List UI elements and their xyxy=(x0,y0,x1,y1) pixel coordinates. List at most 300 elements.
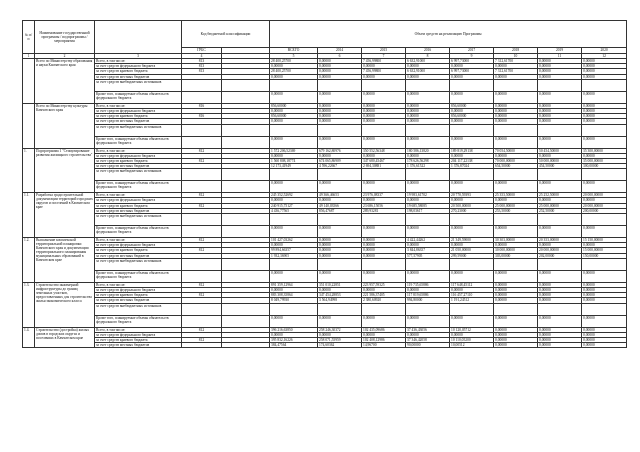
year-value: 0,00000 xyxy=(406,114,450,119)
year-value xyxy=(450,79,494,91)
program-name: Разработка градостроительной документации территорий городских округов и поселений в Камчатском крае xyxy=(35,193,95,238)
year-value: 0,00000 xyxy=(538,315,582,327)
year-value: 0,00000 xyxy=(362,136,406,148)
year-value: 0,00000 xyxy=(494,327,538,332)
year-value: 0,00000 xyxy=(318,119,362,124)
total-value xyxy=(270,169,318,181)
total-value xyxy=(270,124,318,136)
year-value: 0,00000 xyxy=(318,287,362,292)
year-value: 299,59000 xyxy=(450,253,494,258)
total-value: 856,60000 xyxy=(270,114,318,119)
year-value: 0,00000 xyxy=(362,64,406,69)
total-value xyxy=(270,214,318,226)
year-value: 21 349,59000 xyxy=(450,238,494,243)
grbs-code xyxy=(182,79,222,91)
year-value: 0,00000 xyxy=(406,270,450,282)
row-number: 1.4. xyxy=(23,327,35,348)
year-value xyxy=(538,258,582,270)
year-value: 351 010,22851 xyxy=(318,282,362,287)
year-value xyxy=(362,79,406,91)
year-value xyxy=(318,258,362,270)
year-value: 0,00000 xyxy=(406,119,450,124)
year-value: 0,00000 xyxy=(538,74,582,79)
year-value: 0,00000 xyxy=(494,91,538,103)
year-value: 347 680,45467 xyxy=(362,158,406,163)
funding-source: за счет средств федерального бюджета xyxy=(95,198,182,203)
year-value: 0,00000 xyxy=(538,287,582,292)
total-value: 28 400,25700 xyxy=(270,59,318,64)
total-value: 101 427,03262 xyxy=(270,238,318,243)
year-value: 0,00000 xyxy=(362,270,406,282)
funding-source: за счет средств местных бюджетов xyxy=(95,253,182,258)
year-value: 0,00000 xyxy=(318,108,362,113)
funding-source: Всего, в том числе: xyxy=(95,238,182,243)
year-value: 0,00000 xyxy=(538,59,582,64)
total-value: 12 173,41949 xyxy=(270,164,318,169)
funding-source: за счет средств внебюджетных источников xyxy=(95,258,182,270)
year-value: 0,00000 xyxy=(450,226,494,238)
year-value: 679 162,80976 xyxy=(318,148,362,153)
index-cell: 3 xyxy=(95,54,182,59)
year-value: 856,60000 xyxy=(450,103,494,108)
year-value: 200,00000 xyxy=(582,208,627,213)
table-row xyxy=(23,79,627,91)
year-value: 3 844,86357 xyxy=(406,248,450,253)
year-value: 0,00000 xyxy=(450,64,494,69)
year-value: 15 000,00000 xyxy=(582,248,627,253)
funding-source: Кроме того, планируемые объемы обязательств федерального бюджета xyxy=(95,315,182,327)
total-value: 0,00000 xyxy=(270,181,318,193)
year-value: 35 000,00000 xyxy=(582,158,627,163)
total-value: 0,00000 xyxy=(270,332,318,337)
year-value: 0,00000 xyxy=(494,337,538,342)
program-name: Всего по Министерству образования и науки Камчатского края xyxy=(35,59,95,104)
total-value xyxy=(270,303,318,315)
year-value: 0,00000 xyxy=(318,153,362,158)
year-value xyxy=(318,214,362,226)
year-value: 0,00000 xyxy=(450,108,494,113)
total-value: 0,00000 xyxy=(270,287,318,292)
index-cell: 12 xyxy=(582,54,627,59)
grbs-code: 812 xyxy=(182,282,222,287)
funding-source: за счет средств местных бюджетов xyxy=(95,208,182,213)
year-value: 856,60000 xyxy=(450,114,494,119)
total-value: 0,00000 xyxy=(270,91,318,103)
code-blank xyxy=(222,303,270,315)
total-value: 0,00000 xyxy=(270,153,318,158)
year-value: 0,00000 xyxy=(362,91,406,103)
header-year: 2020 xyxy=(582,48,627,54)
year-value xyxy=(538,124,582,136)
year-value: 50 454,50000 xyxy=(538,148,582,153)
table-row xyxy=(23,226,627,238)
year-value: 20 000,00000 xyxy=(582,203,627,208)
total-value: 0,00000 xyxy=(270,119,318,124)
year-value: 0,00000 xyxy=(450,243,494,248)
funding-source: Всего, в том числе: xyxy=(95,148,182,153)
table-row xyxy=(23,136,627,148)
grbs-code xyxy=(182,315,222,327)
year-value: 23 976,08337 xyxy=(362,193,406,198)
year-value: 0,00000 xyxy=(318,91,362,103)
year-value: 0,00000 xyxy=(538,91,582,103)
year-value: 0,00000 xyxy=(362,108,406,113)
year-value xyxy=(318,79,362,91)
grbs-code: 812 xyxy=(182,148,222,153)
year-value: 25 000,00000 xyxy=(538,203,582,208)
year-value xyxy=(582,79,627,91)
year-value: 0,00000 xyxy=(538,69,582,74)
funding-source: за счет средств федерального бюджета xyxy=(95,153,182,158)
year-value: 6 997,73000 xyxy=(450,69,494,74)
year-value: 0,00000 xyxy=(538,108,582,113)
grbs-code: 816 xyxy=(182,103,222,108)
year-value: 0,00000 xyxy=(362,153,406,158)
row-number xyxy=(23,59,35,104)
total-value: 8 049,79930 xyxy=(270,298,318,303)
year-value: 0,00000 xyxy=(406,136,450,148)
total-value: 245 352,52692 xyxy=(270,193,318,198)
row-number: 1.1. xyxy=(23,193,35,238)
year-value: 0,00000 xyxy=(538,136,582,148)
funding-source: за счет средств краевого бюджета xyxy=(95,337,182,342)
year-value xyxy=(318,303,362,315)
document-sheet xyxy=(22,20,626,348)
total-value: 99 894,66357 xyxy=(270,248,318,253)
grbs-code: 813 xyxy=(182,64,222,69)
code-blank xyxy=(222,136,270,148)
code-blank xyxy=(222,343,270,348)
year-value: 0,00000 xyxy=(494,315,538,327)
total-value: 0,00000 xyxy=(270,136,318,148)
year-value: 15 150,00000 xyxy=(582,238,627,243)
index-cell: 2 xyxy=(35,54,95,59)
total-value: 0,00000 xyxy=(270,226,318,238)
funding-source: за счет средств краевого бюджета xyxy=(95,203,182,208)
year-value: 0,00000 xyxy=(582,270,627,282)
code-blank xyxy=(222,169,270,181)
year-value xyxy=(362,258,406,270)
year-value: 178 626,56298 xyxy=(406,158,450,163)
header-source xyxy=(95,21,182,54)
year-value xyxy=(362,214,406,226)
table-row xyxy=(23,214,627,226)
year-value: 174,60362 xyxy=(318,343,362,348)
year-value xyxy=(318,124,362,136)
program-name: Выполнение комплексной территориальной планировки Камчатского края и документации территориального планирования муниципальных образований в Камчатском крае xyxy=(35,238,95,283)
year-value: 90,00000 xyxy=(406,343,450,348)
year-value: 0,00000 xyxy=(318,69,362,74)
year-value: 0,00000 xyxy=(582,74,627,79)
year-value xyxy=(538,79,582,91)
funding-source: за счет средств местных бюджетов xyxy=(95,343,182,348)
year-value: 0,00000 xyxy=(582,69,627,74)
year-value: 0,00000 xyxy=(318,103,362,108)
table-row xyxy=(23,91,627,103)
year-value: 0,00000 xyxy=(494,243,538,248)
index-cell: 11 xyxy=(538,54,582,59)
year-value: 14,96700 xyxy=(362,343,406,348)
year-value: 0,00000 xyxy=(538,119,582,124)
year-value: 0,00000 xyxy=(318,136,362,148)
year-value: 70 054,50000 xyxy=(494,148,538,153)
header-year: 2019 xyxy=(538,48,582,54)
year-value: 150,00000 xyxy=(582,253,627,258)
funding-source: за счет средств внебюджетных источников xyxy=(95,303,182,315)
year-value: 0,00000 xyxy=(538,337,582,342)
year-value: 0,00000 xyxy=(582,293,627,298)
row-number xyxy=(23,103,35,148)
row-number: 1. xyxy=(23,148,35,193)
year-value: 0,00000 xyxy=(406,103,450,108)
funding-source: за счет средств краевого бюджета xyxy=(95,69,182,74)
year-value xyxy=(450,124,494,136)
year-value: 4 422,44262 xyxy=(406,238,450,243)
program-name: Подпрограмма 1 "Стимулирование развития жилищного строительства" xyxy=(35,148,95,193)
year-value: 654,50000 xyxy=(494,164,538,169)
year-value: 50 000,00000 xyxy=(538,158,582,163)
year-value: 0,00000 xyxy=(494,343,538,348)
year-value: 994,80000 xyxy=(406,298,450,303)
funding-source: Кроме того, планируемые объемы обязательств федерального бюджета xyxy=(95,136,182,148)
grbs-code: 812 xyxy=(182,337,222,342)
year-value: 303,00000 xyxy=(494,253,538,258)
year-value: 25 000,00000 xyxy=(494,203,538,208)
year-value: 2 380,60920 xyxy=(362,298,406,303)
year-value: 0,00000 xyxy=(406,64,450,69)
year-value: 0,00000 xyxy=(362,243,406,248)
year-value: 19 983,61702 xyxy=(406,193,450,198)
table-row xyxy=(23,315,627,327)
year-value: 0,00000 xyxy=(494,108,538,113)
year-value: 116 457,27110 xyxy=(450,293,494,298)
year-value: 0,00000 xyxy=(494,181,538,193)
year-value: 223 957,59325 xyxy=(362,282,406,287)
year-value: 23 686,15056 xyxy=(362,203,406,208)
table-body xyxy=(23,21,627,348)
funding-source: Всего, в том числе: xyxy=(95,103,182,108)
year-value: 37 436,43056 xyxy=(406,327,450,332)
total-value: 395 832,16226 xyxy=(270,337,318,342)
year-value: 2 694,30881 xyxy=(362,164,406,169)
year-value: 0,00000 xyxy=(318,226,362,238)
year-value: 0,00000 xyxy=(406,243,450,248)
year-value: 0,00000 xyxy=(582,226,627,238)
year-value: 0,00000 xyxy=(318,332,362,337)
index-cell: 5 xyxy=(270,54,318,59)
year-value: 180 586,13820 xyxy=(406,148,450,153)
header-year: 2014 xyxy=(318,48,362,54)
table-row xyxy=(23,258,627,270)
year-value: 0,00000 xyxy=(318,181,362,193)
grbs-code: 816 xyxy=(182,114,222,119)
year-value: 204 117,22138 xyxy=(450,158,494,163)
grbs-code xyxy=(182,214,222,226)
year-value: 0,00000 xyxy=(494,226,538,238)
year-value xyxy=(494,124,538,136)
grbs-code: 812 xyxy=(182,248,222,253)
year-value: 202,00000 xyxy=(538,253,582,258)
year-value: 0,00000 xyxy=(538,153,582,158)
year-value: 0,00000 xyxy=(582,103,627,108)
year-value: 0,00000 xyxy=(318,248,362,253)
funding-source: Кроме того, планируемые объемы обязательств федерального бюджета xyxy=(95,91,182,103)
year-value: 300,00000 xyxy=(582,164,627,169)
year-value: 1 376,87024 xyxy=(450,164,494,169)
grbs-code: 812 xyxy=(182,158,222,163)
code-blank xyxy=(222,214,270,226)
year-value: 49 140,03566 xyxy=(318,203,362,208)
year-value: 0,00000 xyxy=(318,64,362,69)
year-value: 0,00000 xyxy=(494,74,538,79)
year-value xyxy=(406,258,450,270)
header-code: Код бюджетной классификации xyxy=(182,21,270,48)
header-year: 2017 xyxy=(450,48,494,54)
total-value: 4 436,77565 xyxy=(270,208,318,213)
year-value: 0,00000 xyxy=(362,226,406,238)
year-value: 10 120,05712 xyxy=(450,327,494,332)
code-blank xyxy=(222,181,270,193)
funding-source: за счет средств федерального бюджета xyxy=(95,243,182,248)
total-value: 1 572 206,52369 xyxy=(270,148,318,153)
total-value: 240 915,75127 xyxy=(270,203,318,208)
year-value xyxy=(406,169,450,181)
year-value: 856,47687 xyxy=(318,208,362,213)
year-value: 0,00000 xyxy=(582,287,627,292)
year-value: 1 376,61522 xyxy=(406,164,450,169)
year-value: 0,00000 xyxy=(582,343,627,348)
grbs-code xyxy=(182,169,222,181)
program-table xyxy=(22,20,627,348)
index-cell: 9 xyxy=(450,54,494,59)
year-value: 0,00000 xyxy=(362,315,406,327)
year-value xyxy=(318,169,362,181)
year-value: 270,23000 xyxy=(450,208,494,213)
index-cell: 6 xyxy=(318,54,362,59)
year-value: 7 312,61700 xyxy=(494,69,538,74)
table-row xyxy=(23,181,627,193)
year-value: 0,00000 xyxy=(582,298,627,303)
year-value: 0,00000 xyxy=(582,64,627,69)
year-value: 0,00000 xyxy=(362,332,406,337)
year-value: 6 632,91000 xyxy=(406,59,450,64)
year-value: 0,00000 xyxy=(582,198,627,203)
total-value: 0,00000 xyxy=(270,270,318,282)
funding-source: Кроме того, планируемые объемы обязательств федерального бюджета xyxy=(95,226,182,238)
year-value: 10,00512 xyxy=(450,343,494,348)
year-value: 0,00000 xyxy=(538,298,582,303)
year-value: 6 632,91000 xyxy=(406,69,450,74)
grbs-code: 813 xyxy=(182,69,222,74)
year-value: 0,00000 xyxy=(494,198,538,203)
table-row xyxy=(23,124,627,136)
year-value: 70 000,00000 xyxy=(494,158,538,163)
funding-source: Всего, в том числе: xyxy=(95,193,182,198)
program-name: Всего по Министерству культуры Камчатского края xyxy=(35,103,95,148)
year-value: 350 552,56348 xyxy=(362,148,406,153)
year-value: 0,00000 xyxy=(538,270,582,282)
year-value: 117 819,65886 xyxy=(406,293,450,298)
year-value: 0,00000 xyxy=(318,238,362,243)
funding-source: за счет средств краевого бюджета xyxy=(95,248,182,253)
total-value: 891 359,12964 xyxy=(270,282,318,287)
year-value: 0,00000 xyxy=(450,270,494,282)
year-value: 119 735,65886 xyxy=(406,282,450,287)
funding-source: за счет средств федерального бюджета xyxy=(95,64,182,69)
grbs-code: 812 xyxy=(182,203,222,208)
year-value: 0,00000 xyxy=(494,64,538,69)
year-value: 35 300,00000 xyxy=(582,148,627,153)
year-value xyxy=(406,303,450,315)
total-value xyxy=(270,79,318,91)
year-value: 0,00000 xyxy=(406,108,450,113)
total-value: 1 932,36905 xyxy=(270,253,318,258)
year-value: 0,00000 xyxy=(318,270,362,282)
grbs-code: 813 xyxy=(182,59,222,64)
year-value: 0,00000 xyxy=(582,114,627,119)
funding-source: за счет средств внебюджетных источников xyxy=(95,79,182,91)
year-value: 0,00000 xyxy=(450,332,494,337)
year-value xyxy=(494,258,538,270)
funding-source: за счет средств федерального бюджета xyxy=(95,332,182,337)
year-value: 0,00000 xyxy=(582,91,627,103)
total-value: 883 308,35864 xyxy=(270,293,318,298)
funding-source: за счет средств местных бюджетов xyxy=(95,119,182,124)
total-value: 0,00000 xyxy=(270,108,318,113)
table-row xyxy=(23,169,627,181)
row-number: 1.2. xyxy=(23,238,35,283)
grbs-code xyxy=(182,91,222,103)
grbs-code xyxy=(182,226,222,238)
year-value: 30 000,00000 xyxy=(494,248,538,253)
year-value: 0,00000 xyxy=(494,136,538,148)
funding-source: за счет средств внебюджетных источников xyxy=(95,214,182,226)
year-value xyxy=(450,258,494,270)
year-value xyxy=(494,303,538,315)
grbs-code xyxy=(182,270,222,282)
year-value: 577,57905 xyxy=(406,253,450,258)
code-blank xyxy=(222,91,270,103)
year-value xyxy=(450,214,494,226)
code-blank xyxy=(222,124,270,136)
year-value: 0,00000 xyxy=(538,181,582,193)
table-row xyxy=(23,343,627,348)
year-value xyxy=(582,169,627,181)
year-value: 0,00000 xyxy=(362,74,406,79)
year-value: 0,00000 xyxy=(538,103,582,108)
year-value: 0,00000 xyxy=(450,153,494,158)
header-year: 2018 xyxy=(494,48,538,54)
year-value: 0,00000 xyxy=(362,119,406,124)
year-value: 0,00000 xyxy=(494,270,538,282)
year-value: 0,00000 xyxy=(582,181,627,193)
year-value: 0,00000 xyxy=(582,59,627,64)
year-value xyxy=(362,124,406,136)
year-value: 0,00000 xyxy=(362,287,406,292)
year-value: 198,03617 xyxy=(406,208,450,213)
year-value: 0,00000 xyxy=(406,198,450,203)
total-value: 0,00000 xyxy=(270,243,318,248)
table-row xyxy=(23,270,627,282)
index-cell: 8 xyxy=(406,54,450,59)
grbs-code xyxy=(182,136,222,148)
grbs-code xyxy=(182,258,222,270)
code-blank xyxy=(222,315,270,327)
year-value: 0,00000 xyxy=(450,74,494,79)
year-value xyxy=(538,303,582,315)
year-value: 0,00000 xyxy=(538,243,582,248)
year-value: 4 596,22667 xyxy=(318,164,362,169)
